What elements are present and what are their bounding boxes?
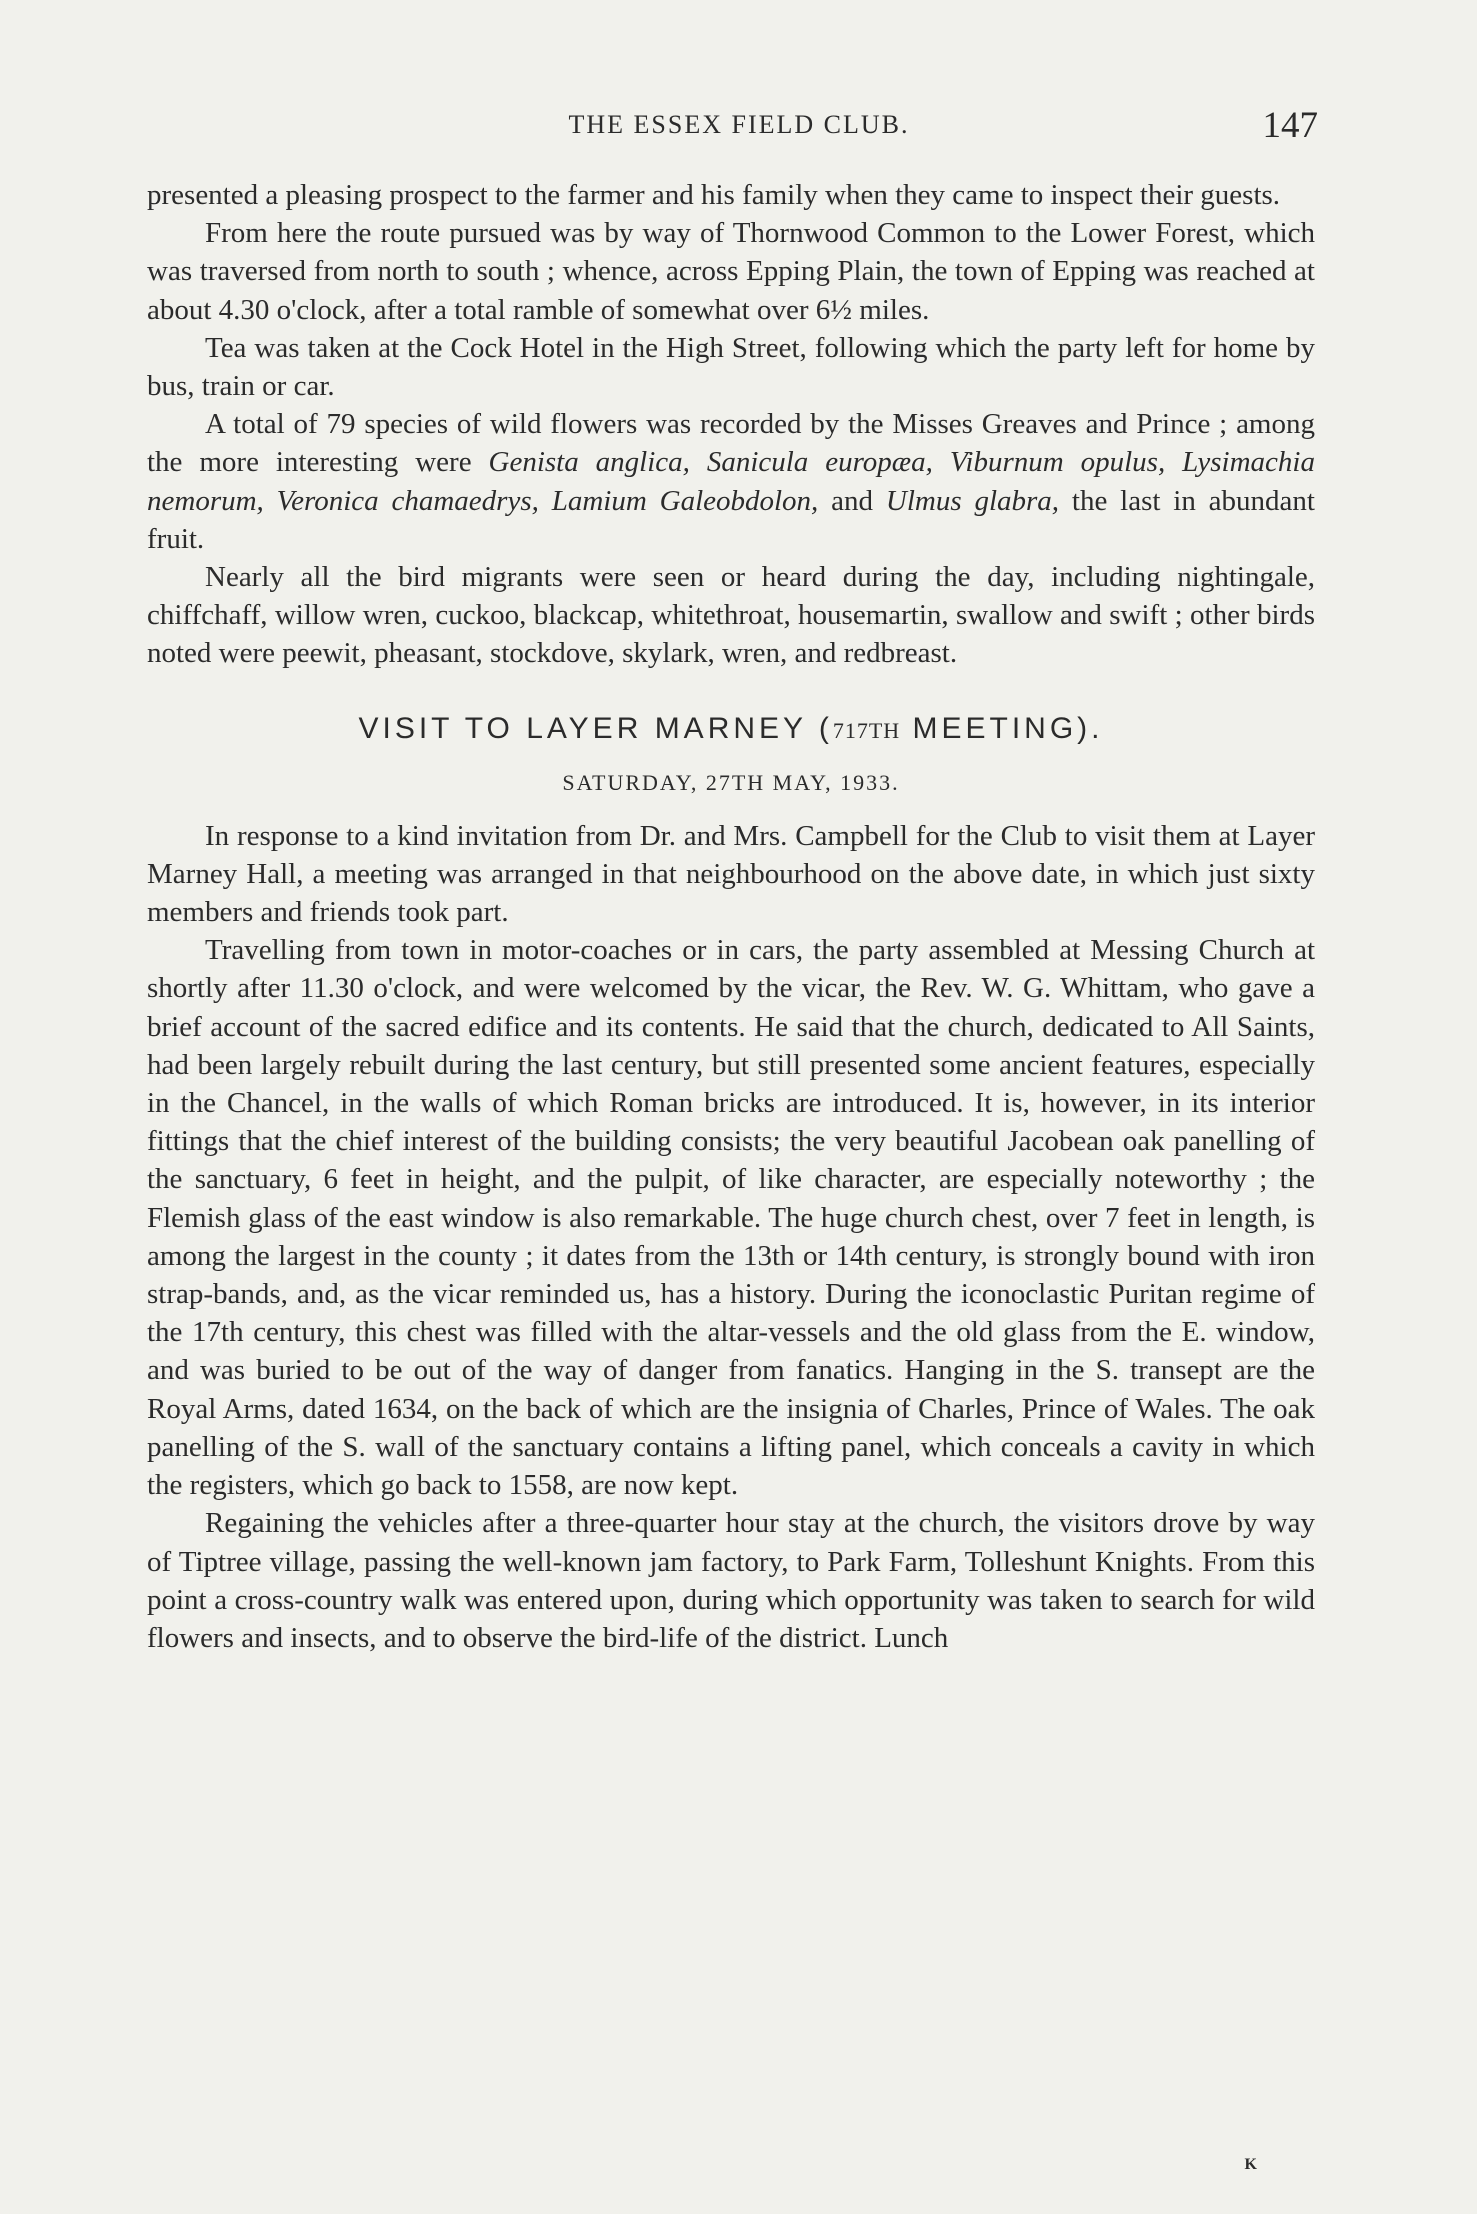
paragraph [147, 176, 1315, 214]
section-heading [147, 709, 1315, 751]
text-run: Nearly all the bird migrants were seen or heard during the day, including nightingale, chiffchaff, willow wren, cuckoo, blackcap, whitethroat, housemartin, swallow and swift ; other birds noted were peewit, pheasant, stockdove, skylark, wren, and redbreast. [147, 561, 1315, 670]
section-heading-end: MEETING). [900, 711, 1104, 745]
text-run: Regaining the vehicles after a three-quarter hour stay at the church, the visitors drove by way of Tiptree village, passing the well-known jam factory, to Park Farm, Tolleshunt Knights. From this point a cross-country walk was entered upon, during which opportunity was taken to search for wild flowers and insects, and to observe the bird-life of the district. Lunch [147, 1507, 1315, 1654]
paragraph [147, 931, 1315, 1504]
running-title: THE ESSEX FIELD CLUB. [568, 110, 910, 139]
meeting-dateline: SATURDAY, 27TH MAY, 1933. [562, 769, 900, 795]
text-run: and [818, 484, 886, 517]
text-run: From here the route pursued was by way of Thornwood Common to the Lower Forest, which was traversed from north to south ; whence, across Epping Plain, the town of Epping was reached at about 4.30 o'clock, after a total ramble of somewhat over 6½ miles. [147, 217, 1315, 326]
paragraph-group-2 [147, 817, 1315, 1657]
text-run: presented a pleasing prospect to the farmer and his family when they came to inspect their guests. [147, 179, 1281, 211]
italic-text: Ulmus glabra, [885, 484, 1060, 517]
paragraph-group-1 [147, 176, 1315, 673]
paragraph [147, 1504, 1315, 1657]
text-run: Tea was taken at the Cock Hotel in the High Street, following which the party left for home by bus, train or car. [147, 331, 1315, 403]
paragraph [147, 214, 1315, 329]
signature-mark: K [1244, 2156, 1257, 2173]
paragraph [147, 817, 1315, 932]
section-heading-main: VISIT TO LAYER MARNEY ( [358, 711, 833, 745]
italic-text: Genista anglica, Sanicula europæa, Viburnum opulus, Lysimachia nemorum, Veronica chamaedrys, Lamium Galeobdolon, [147, 446, 1315, 517]
paragraph [147, 405, 1315, 558]
text-run: the last in abundant fruit. [147, 484, 1315, 555]
page-number: 147 [1262, 105, 1318, 146]
paragraph [147, 558, 1315, 673]
body-text [147, 176, 1315, 1657]
text-run: In response to a kind invitation from Dr. and Mrs. Campbell for the Club to visit them at Layer Marney Hall, a meeting was arranged in that neighbourhood on the above date, in which just sixty members and friends took part. [147, 819, 1315, 929]
text-run: Travelling from town in motor-coaches or in cars, the party assembled at Messing Church at shortly after 11.30 o'clock, and were welcomed by the vicar, the Rev. W. G. Whittam, who gave a brief account of the sacred edifice and its contents. He said that the church, dedicated to All Saints, had been largely rebuilt during the last century, but still presented some ancient features, especially in the Chancel, in the walls of which Roman bricks are introduced. It is, however, in its interior fittings that the chief interest of the building consists; the very beautiful Jacobean oak panelling of the sanctuary, 6 feet in height, and the pulpit, of like character, are especially noteworthy ; the Flemish glass of the east window is also remarkable. The huge church chest, over 7 feet in length, is among the largest in the county ; it dates from the 13th or 14th century, is strongly bound with iron strap-bands, and, as the vicar reminded us, has a history. During the iconoclastic Puritan regime of the 17th century, this chest was filled with the altar-vessels and the old glass from the E. window, and was buried to be out of the way of danger from fanatics. Hanging in the S. transept are the Royal Arms, dated 1634, on the back of which are the insignia of Charles, Prince of Wales. The oak panelling of the S. wall of the sanctuary contains a lifting panel, which conceals a cavity in which the registers, which go back to 1558, are now kept. [147, 934, 1315, 1502]
page-header [160, 104, 1318, 148]
paragraph [147, 329, 1315, 405]
section-heading-number: 717TH [832, 717, 901, 743]
text-run: A total of 79 species of wild flowers was recorded by the Misses Greaves and Prince ; among the more interesting were [147, 408, 1315, 479]
